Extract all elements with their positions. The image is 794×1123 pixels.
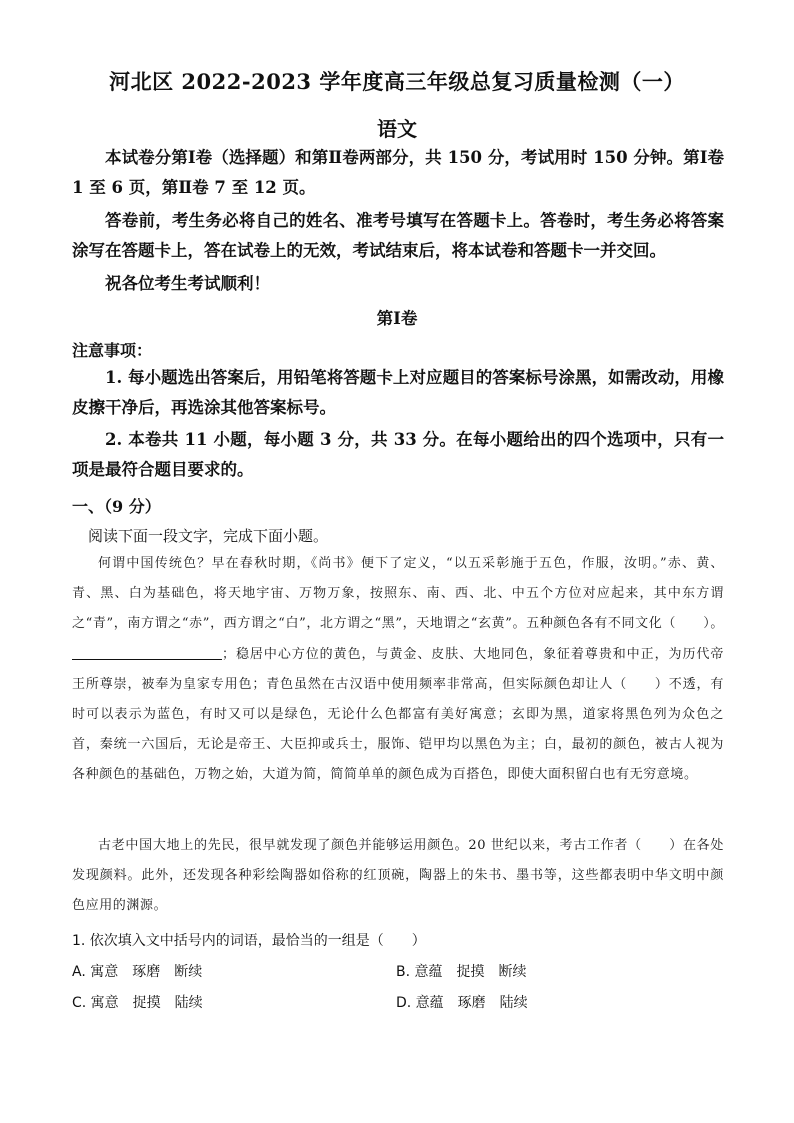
option-a: A. 寓意 琢磨 断续: [72, 964, 203, 980]
option-c: C. 寓意 捉摸 陆续: [72, 995, 203, 1011]
reading-instruction: 阅读下面一段文字，完成下面小题。: [88, 527, 329, 545]
exam-title: 河北区 2022-2023 学年度高三年级总复习质量检测（一）: [109, 69, 685, 94]
intro-paragraph-2: 答卷前，考生务必将自己的姓名、准考号填写在答题卡上。答卷时，考生务必将答案涂写在答题卡上，答在试卷上的无效，考试结束后，将本试卷和答题卡一并交回。: [72, 211, 724, 260]
reading-passage-2: 古老中国大地上的先民，很早就发现了颜色并能够运用颜色。20 世纪以来，考古工作者（ ）在各处发现颜料。此外，还发现各种彩绘陶器如俗称的红顶碗，陶器上的朱书、墨书等，这些都表明中华文明中颜色应用的渊源。: [72, 838, 724, 914]
intro-paragraph-3: 祝各位考生考试顺利！: [105, 274, 270, 293]
section1-heading: 一、（9 分）: [72, 497, 161, 516]
option-b: B. 意蕴 捉摸 断续: [396, 964, 527, 980]
intro-paragraph-1: 本试卷分第Ⅰ卷（选择题）和第Ⅱ卷两部分，共 150 分，考试用时 150 分钟。第Ⅰ卷 1 至 6 页，第Ⅱ卷 7 至 12 页。: [72, 148, 724, 197]
fill-in-blank-line: [72, 645, 222, 660]
reading-passage-1: [72, 549, 724, 791]
question-1-stem: 1. 依次填入文中括号内的词语，最恰当的一组是（ ）: [72, 933, 426, 949]
notice-label: 注意事项：: [72, 341, 153, 360]
passage-1-text-b: ；稳居中心方位的黄色，与黄金、皮肤、大地同色，象征着尊贵和中正，为历代帝王所尊崇，被奉为皇家专用色；青色虽然在古汉语中使用频率非常高，但实际颜色却让人（ ）不透，有时可以表示为蓝色，有时又可以是绿色，无论什么色都富有美好寓意；玄即为黑，道家将黑色列为众色之首，秦统一六国后，无论是帝王、大臣抑或兵士，服饰、铠甲均以黑色为主；白，最初的颜色，被古人视为各种颜色的基础色，万物之始，大道为简，简简单单的颜色成为百搭色，即使大面积留白也有无穷意境。: [72, 646, 724, 783]
notice-item-1: 1. 每小题选出答案后，用铅笔将答题卡上对应题目的答案标号涂黑，如需改动，用橡皮擦干净后，再选涂其他答案标号。: [72, 368, 724, 417]
notice-item-2: 2. 本卷共 11 小题，每小题 3 分，共 33 分。在每小题给出的四个选项中，只有一项是最符合题目要求的。: [72, 430, 724, 479]
option-d: D. 意蕴 琢磨 陆续: [396, 995, 528, 1011]
subject-title: 语文: [377, 117, 417, 141]
part1-heading: 第Ⅰ卷: [376, 309, 418, 328]
passage-1-text-a: 何谓中国传统色？早在春秋时期，《尚书》便下了定义，“以五采彰施于五色，作服，汝明。”赤、黄、青、黑、白为基础色，将天地宇宙、万物万象，按照东、南、西、北、中五个方位对应起来，其中东方谓之“青”，南方谓之“赤”，西方谓之“白”，北方谓之“黑”，天地谓之“玄黄”。五种颜色各有不同文化（ ）。: [72, 556, 724, 632]
